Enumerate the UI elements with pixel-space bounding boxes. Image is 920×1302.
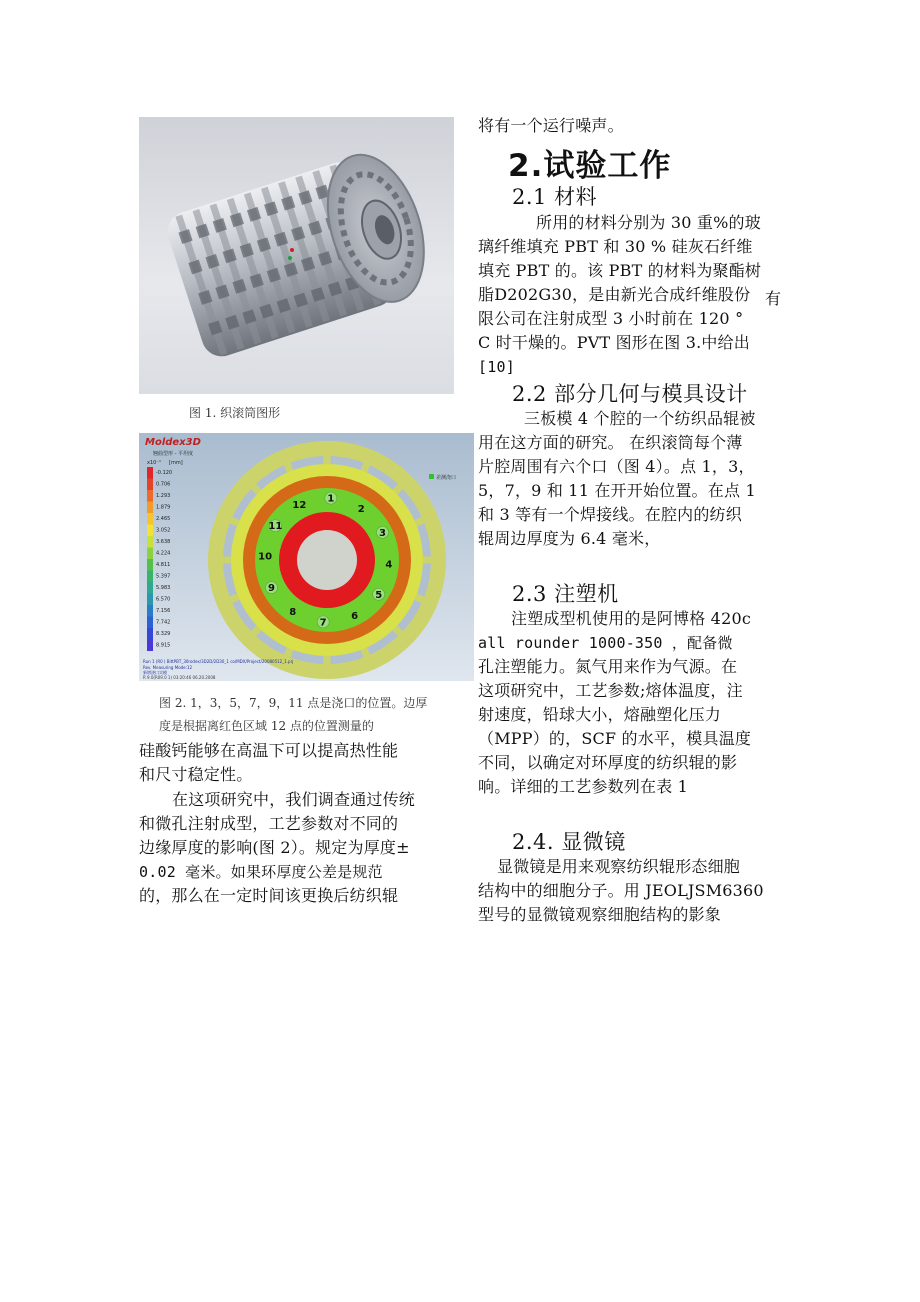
legend-value: 5.983 [156, 585, 171, 591]
machine-line-1: 注塑成型机使用的是阿博格 420c [511, 609, 751, 628]
side-legend-label: 差测浇口 [436, 475, 457, 481]
point-label: 2 [357, 503, 365, 515]
legend-swatch [147, 605, 153, 617]
machine-line-5: 射速度，铅球大小，熔融塑化压力 [478, 705, 722, 724]
legend-swatch [147, 582, 153, 594]
legend-value: 8.915 [156, 642, 171, 649]
materials-line-3: 填充 PBT 的。该 PBT 的材料为聚酯树 [478, 261, 762, 280]
materials-line-7: [10] [478, 358, 515, 376]
geometry-line-5: 和 3 等有一个焊接线。在腔内的纺织 [478, 505, 742, 524]
machine-line-8: 响。详细的工艺参数列在表 1 [478, 777, 689, 796]
geometry-line-6: 辊周边厚度为 6.4 毫米， [478, 529, 661, 548]
rim-spoke [229, 519, 238, 523]
point-label: 7 [319, 617, 327, 629]
left-paragraph-1-line-2: 和尺寸稳定性。 [139, 765, 253, 784]
left-paragraph-2-line-5: 的，那么在一定时间该更换后纺织辊 [139, 886, 399, 905]
legend-swatch [147, 640, 153, 652]
legend-value: 1.293 [156, 493, 171, 499]
materials-line-4-overlap: 有 [765, 289, 782, 308]
figure-1-caption: 图 1. 织滚筒图形 [189, 406, 281, 420]
legend-swatch [147, 502, 153, 514]
machine-line-3: 孔注塑能力。氮气用来作为气源。在 [478, 657, 738, 676]
side-legend-swatch [429, 474, 434, 479]
legend-unit: [mm] [169, 460, 183, 466]
machine-line-7: 不同，以确定对环厚度的纺织辊的影 [478, 753, 738, 772]
legend-value: 3.052 [156, 527, 171, 534]
right-top-line: 将有一个运行噪声。 [478, 116, 624, 135]
center-hole [297, 530, 357, 590]
figure-2-caption-line-1: 图 2. 1，3，5，7，9，11 点是浇口的位置。边厚 [159, 696, 428, 710]
left-paragraph-2-line-3: 边缘厚度的影响(图 2）。规定为厚度± [139, 838, 410, 857]
legend-swatch [147, 594, 153, 606]
materials-line-6: C 时干燥的。PVT 图形在图 3.中给出 [478, 333, 750, 352]
materials-line-2: 璃纤维填充 PBT 和 30 % 硅灰石纤维 [478, 237, 753, 256]
rim-spoke [252, 485, 259, 492]
footer-line-2: Rev. Measuring Mode:12 [143, 665, 193, 670]
subsection-heading-materials: 2.1 材料 [512, 185, 598, 209]
software-label: Moldex3D [145, 437, 201, 448]
subsection-heading-geometry: 2.2 部分几何与模具设计 [512, 382, 748, 406]
point-label: 5 [375, 589, 383, 601]
legend-value: 4.811 [156, 562, 171, 568]
rim-spoke [395, 485, 402, 492]
legend-value: -0.120 [156, 470, 173, 476]
subsection-heading-machine: 2.3 注塑机 [512, 582, 619, 606]
point-label: 10 [258, 551, 273, 563]
materials-line-5: 限公司在注射成型 3 小时前在 120 ° [478, 309, 744, 328]
geometry-line-3: 片腔周围有六个口（图 4）。点 1，3， [478, 457, 755, 476]
left-paragraph-2-line-1: 在这项研究中，我们调查通过传统 [172, 790, 416, 809]
rim-spoke [364, 649, 368, 658]
legend-swatch [147, 525, 153, 537]
subsection-heading-microscope: 2.4. 显微镜 [512, 830, 626, 854]
legend-swatch [147, 467, 153, 479]
materials-line-4: 脂D202G30，是由新光合成纤维股份 [478, 285, 751, 304]
rim-spoke [286, 462, 290, 471]
point-label: 9 [268, 583, 275, 595]
legend-value: 5.397 [156, 573, 171, 580]
legend-value: 7.742 [156, 619, 171, 626]
footer-line-1: Run 1 (R0 ) BittPBT_30rodex/3D2D/2D30_1 co/MDX/Project/20080512_1.prj [143, 659, 294, 664]
section-heading-experiment: 2.试验工作 [508, 148, 672, 184]
legend-value: 7.156 [156, 608, 171, 614]
legend-swatch [147, 548, 153, 560]
rim-spoke [252, 628, 259, 635]
point-label: 12 [292, 499, 307, 511]
geometry-line-1: 三板模 4 个腔的一个纺织品辊被 [524, 409, 756, 428]
footer-line-3: 新增浇口实模 [143, 670, 167, 675]
rim-spoke [229, 597, 238, 601]
figure-1-roller-image [139, 117, 454, 394]
left-paragraph-2-line-2: 和微孔注射成型，工艺参数对不同的 [139, 814, 399, 833]
point-label: 8 [289, 607, 297, 619]
geometry-line-4: 5，7，9 和 11 在开开始位置。在点 1 [478, 481, 756, 500]
legend-swatch [147, 559, 153, 571]
legend-swatch [147, 628, 153, 640]
rim-spoke [364, 462, 368, 471]
machine-line-4: 这项研究中，工艺参数;熔体温度，注 [478, 681, 743, 700]
axis-marker-red [290, 248, 294, 252]
figure-2-simulation-image [139, 433, 474, 681]
legend-swatch [147, 513, 153, 525]
legend-swatch [147, 617, 153, 629]
rim-spoke [395, 628, 402, 635]
roller-drawing [139, 117, 454, 394]
legend-value: 8.329 [156, 631, 171, 637]
left-paragraph-2-line-4: 0.02 毫米。如果环厚度公差是规范 [139, 863, 383, 881]
geometry-line-2: 用在这方面的研究。 在织滚筒每个薄 [478, 433, 743, 452]
legend-value: 4.224 [156, 550, 171, 557]
result-title: 翘曲型形 - 平坦度 [153, 451, 193, 457]
legend-value: 1.879 [156, 504, 171, 511]
legend-swatch [147, 490, 153, 502]
rim-spoke [416, 519, 425, 523]
microscope-line-1: 显微镜是用来观察纺织辊形态细胞 [497, 857, 741, 876]
part-model [208, 441, 446, 679]
simulation-drawing [139, 433, 474, 681]
legend-swatch [147, 571, 153, 583]
legend-swatch [147, 479, 153, 491]
legend-value: 0.706 [156, 481, 171, 488]
microscope-line-3: 型号的显微镜观察细胞结构的影象 [478, 905, 722, 924]
rim-spoke [416, 597, 425, 601]
legend-swatch [147, 536, 153, 548]
legend-value: 2.465 [156, 516, 171, 522]
point-label: 11 [268, 521, 283, 533]
axis-marker-green [288, 256, 292, 260]
machine-line-2: all rounder 1000-350 ，配备微 [478, 634, 733, 652]
point-label: 3 [379, 527, 386, 539]
point-label: 4 [385, 559, 393, 571]
materials-line-1: 所用的材料分别为 30 重%的玻 [536, 213, 761, 232]
microscope-line-2: 结构中的细胞分子。用 JEOLJSM6360 [478, 881, 764, 900]
point-label: 6 [351, 611, 359, 623]
machine-line-6: （MPP）的，SCF 的水平，模具温度 [478, 729, 752, 748]
left-paragraph-1-line-1: 硅酸钙能够在高温下可以提高热性能 [139, 741, 399, 760]
legend-value: 3.638 [156, 539, 171, 545]
footer-line-4: R 9.0(R09.0 1) 03:20:46 06.20.2008 [143, 675, 216, 680]
legend-value: 6.570 [156, 596, 171, 603]
figure-2-caption-line-2: 度是根据离红色区域 12 点的位置测量的 [159, 719, 374, 733]
rim-spoke [286, 649, 290, 658]
point-label: 1 [327, 493, 335, 505]
legend-scale: x10⁻¹ [147, 460, 161, 466]
